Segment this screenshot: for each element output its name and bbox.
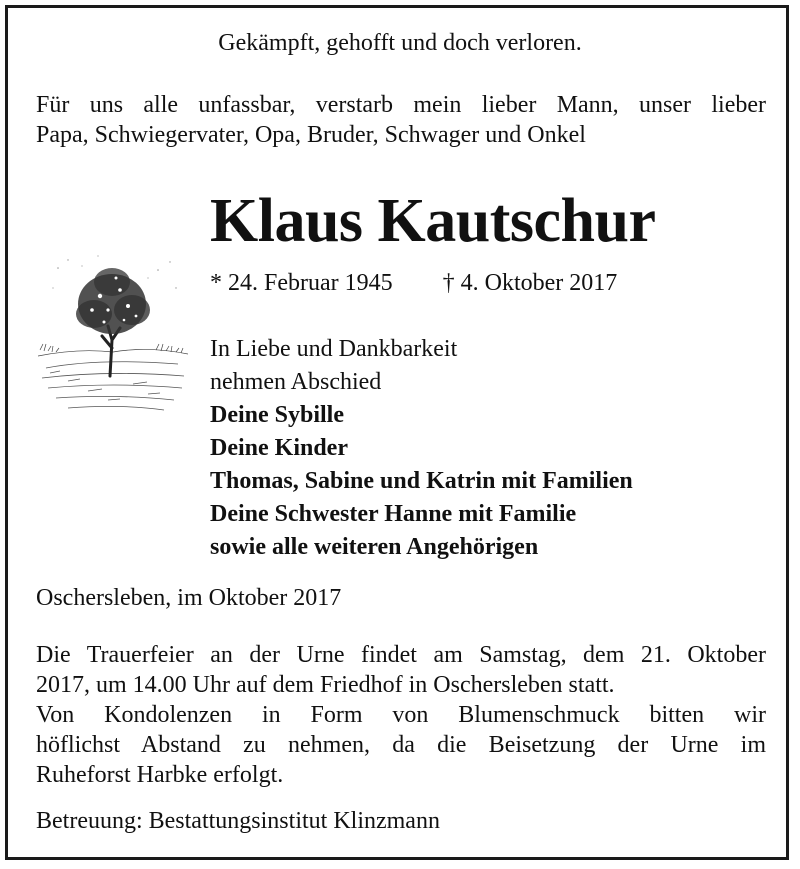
intro-text [36, 90, 766, 150]
funeral-line: Von Kondolenzen in Form von Blumenschmuck bitten wir [36, 702, 766, 728]
mourner-name: Thomas, Sabine und Katrin mit Familien [210, 468, 633, 494]
mourner-name: Deine Sybille [210, 402, 345, 428]
mourner-name: Deine Schwester Hanne mit Familie [210, 501, 577, 527]
mourner-name: sowie alle weiteren Angehörigen [210, 534, 539, 560]
funeral-line: Die Trauerfeier an der Urne findet am Samstag, dem 21. Oktober [36, 642, 766, 668]
funeral-line: Ruheforst Harbke erfolgt. [36, 762, 284, 788]
farewell-line: In Liebe und Dankbarkeit [210, 336, 458, 362]
care-note: Betreuung: Bestattungsinstitut Klinzmann [36, 808, 440, 834]
funeral-text [36, 640, 766, 790]
intro-line: Papa, Schwiegervater, Opa, Bruder, Schwager und Onkel [36, 122, 586, 148]
deceased-name: Klaus Kautschur [210, 187, 656, 255]
mourners-block [210, 333, 633, 564]
tree-landscape-icon [38, 248, 188, 418]
birth-date: * 24. Februar 1945 [210, 270, 393, 296]
funeral-line: höflichst Abstand zu nehmen, da die Beisetzung der Urne im [36, 732, 766, 758]
place-date: Oschersleben, im Oktober 2017 [36, 585, 342, 611]
death-date: † 4. Oktober 2017 [442, 270, 618, 296]
mourner-name: Deine Kinder [210, 435, 348, 461]
life-dates [210, 268, 617, 298]
funeral-line: 2017, um 14.00 Uhr auf dem Friedhof in Oschersleben statt. [36, 672, 615, 698]
motto: Gekämpft, gehofft und doch verloren. [218, 30, 582, 56]
intro-line: Für uns alle unfassbar, verstarb mein lieber Mann, unser lieber [36, 92, 766, 118]
farewell-line: nehmen Abschied [210, 369, 382, 395]
